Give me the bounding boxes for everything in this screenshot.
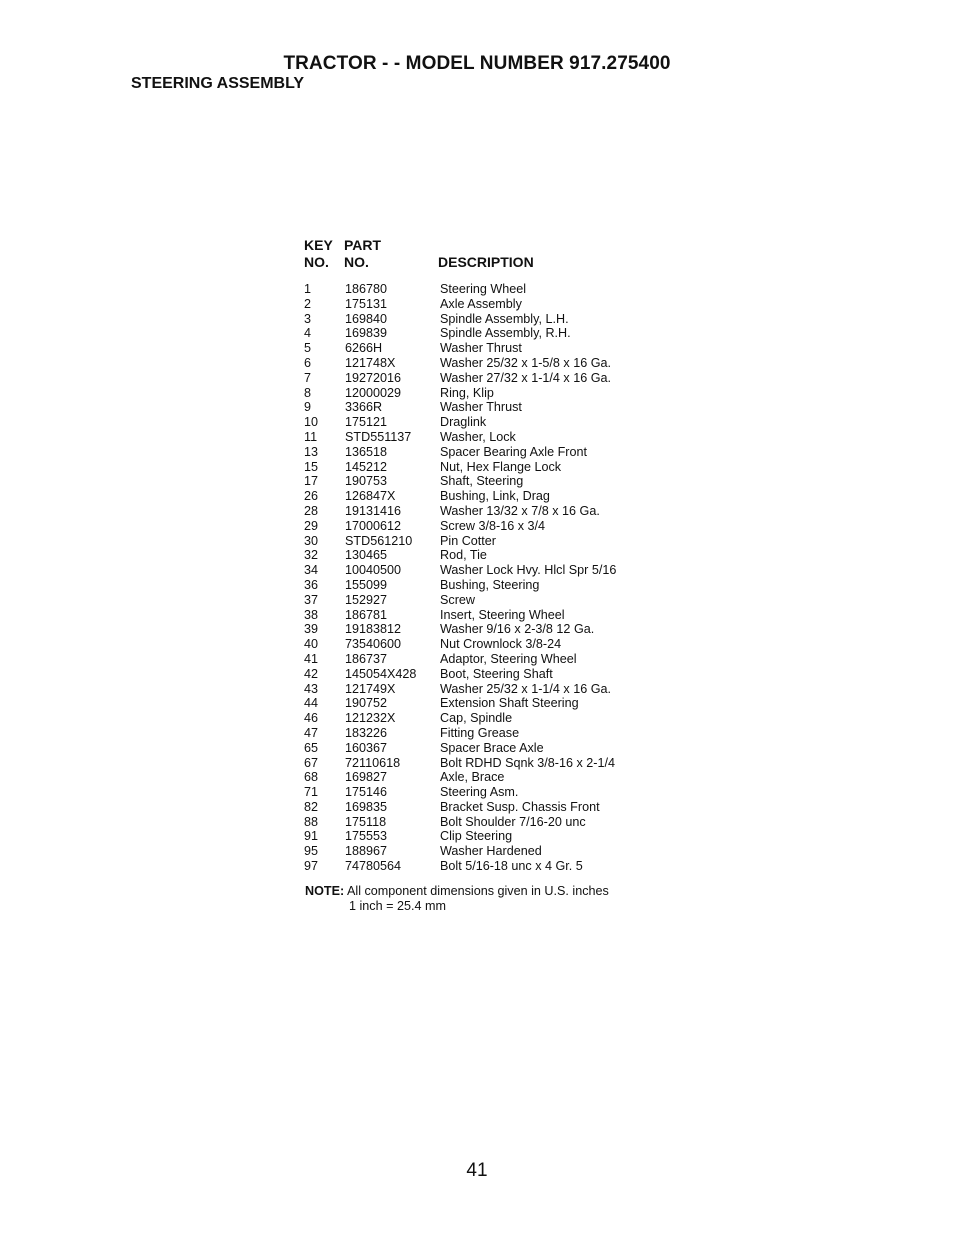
- header-key-top: KEY: [304, 237, 333, 253]
- part-row: [304, 844, 664, 859]
- page-title: TRACTOR - - MODEL NUMBER 917.275400: [283, 53, 671, 74]
- part-description: Extension Shaft Steering: [440, 696, 579, 711]
- part-row: [304, 519, 664, 534]
- part-description: Washer Thrust: [440, 341, 522, 356]
- part-description: Washer 9/16 x 2-3/8 12 Ga.: [440, 622, 595, 637]
- part-row: [304, 696, 664, 711]
- part-number: STD561210: [345, 533, 413, 548]
- key-number: 37: [304, 592, 319, 607]
- key-number: 2: [304, 296, 312, 311]
- part-row: [304, 400, 664, 415]
- part-description: Ring, Klip: [440, 385, 494, 400]
- part-row: [304, 608, 664, 623]
- note-label: NOTE:: [305, 884, 345, 898]
- part-number: 186780: [345, 282, 388, 296]
- part-description: Axle, Brace: [440, 770, 505, 785]
- part-description: Washer Hardened: [440, 844, 542, 859]
- part-description: Steering Wheel: [440, 282, 527, 296]
- section-title: STEERING ASSEMBLY: [131, 75, 305, 92]
- key-number: 3: [304, 311, 312, 326]
- key-number: 28: [304, 503, 319, 518]
- part-description: Spacer Bearing Axle Front: [440, 444, 588, 459]
- key-number: 82: [304, 799, 319, 814]
- part-number: 6266H: [345, 341, 383, 356]
- header-part-top: PART: [344, 237, 382, 253]
- part-row: [304, 460, 664, 475]
- key-number: 46: [304, 711, 319, 726]
- part-number: 188967: [345, 844, 388, 859]
- part-number: 19272016: [345, 370, 402, 385]
- part-description: Draglink: [440, 415, 487, 430]
- key-number: 10: [304, 415, 319, 430]
- part-number: 190752: [345, 696, 388, 711]
- part-row: [304, 474, 664, 489]
- part-number: 3366R: [345, 400, 383, 415]
- part-row: [304, 489, 664, 504]
- part-description: Nut Crownlock 3/8-24: [440, 637, 562, 652]
- part-row: [304, 415, 664, 430]
- part-number: 121749X: [345, 681, 396, 696]
- part-row: [304, 578, 664, 593]
- key-number: 40: [304, 637, 319, 652]
- part-row: [304, 800, 664, 815]
- part-description: Rod, Tie: [440, 548, 487, 563]
- key-number: 4: [304, 326, 312, 341]
- part-number: 19131416: [345, 503, 402, 518]
- part-row: [304, 637, 664, 652]
- part-number: 121232X: [345, 711, 396, 726]
- part-number: 19183812: [345, 622, 402, 637]
- part-row: [304, 815, 664, 830]
- header-description: DESCRIPTION: [438, 254, 534, 270]
- part-description: Bolt 5/16-18 unc x 4 Gr. 5: [440, 859, 583, 874]
- part-description: Spindle Assembly, L.H.: [440, 311, 569, 326]
- key-number: 7: [304, 370, 312, 385]
- part-description: Adaptor, Steering Wheel: [440, 651, 577, 666]
- part-number: 126847X: [345, 489, 396, 504]
- key-number: 5: [304, 341, 312, 356]
- key-number: 11: [304, 429, 318, 444]
- part-number: 175118: [345, 814, 387, 829]
- key-number: 42: [304, 666, 319, 681]
- part-row: [304, 445, 664, 460]
- part-row: [304, 504, 664, 519]
- part-number: 121748X: [345, 355, 396, 370]
- part-description: Washer 25/32 x 1-1/4 x 16 Ga.: [440, 681, 612, 696]
- key-number: 67: [304, 755, 319, 770]
- part-row: [304, 652, 664, 667]
- key-number: 39: [304, 622, 319, 637]
- part-row: [304, 667, 664, 682]
- note-conversion: 1 inch = 25.4 mm: [349, 899, 446, 913]
- part-description: Boot, Steering Shaft: [440, 666, 553, 681]
- part-row: [304, 741, 664, 756]
- part-description: Nut, Hex Flange Lock: [440, 459, 562, 474]
- part-row: [304, 726, 664, 741]
- part-description: Bushing, Steering: [440, 577, 540, 592]
- part-number: 175553: [345, 829, 388, 844]
- part-row: [304, 756, 664, 771]
- part-description: Clip Steering: [440, 829, 513, 844]
- part-description: Washer 25/32 x 1-5/8 x 16 Ga.: [440, 355, 612, 370]
- part-row: [304, 859, 664, 874]
- part-row: [304, 770, 664, 785]
- key-number: 34: [304, 563, 319, 578]
- parts-list: [304, 282, 664, 874]
- key-number: 17: [304, 474, 319, 489]
- part-number: 175121: [345, 415, 388, 430]
- part-number: 145054X428: [345, 666, 417, 681]
- part-number: 136518: [345, 444, 388, 459]
- part-row: [304, 386, 664, 401]
- key-number: 29: [304, 518, 319, 533]
- part-number: 72110618: [345, 755, 401, 770]
- part-row: [304, 593, 664, 608]
- part-number: 169827: [345, 770, 388, 785]
- key-number: 95: [304, 844, 319, 859]
- part-number: 130465: [345, 548, 388, 563]
- part-number: STD551137: [345, 429, 412, 444]
- part-description: Bolt RDHD Sqnk 3/8-16 x 2-1/4: [440, 755, 615, 770]
- part-number: 155099: [345, 577, 388, 592]
- part-number: 190753: [345, 474, 388, 489]
- part-description: Pin Cotter: [440, 533, 496, 548]
- part-row: [304, 563, 664, 578]
- key-number: 91: [304, 829, 319, 844]
- key-number: 65: [304, 740, 319, 755]
- part-number: 10040500: [345, 563, 402, 578]
- part-number: 74780564: [345, 859, 402, 874]
- key-number: 6: [304, 355, 312, 370]
- header-part-bottom: NO.: [344, 254, 369, 270]
- key-number: 32: [304, 548, 319, 563]
- part-number: 73540600: [345, 637, 402, 652]
- part-description: Washer 27/32 x 1-1/4 x 16 Ga.: [440, 370, 612, 385]
- part-row: [304, 534, 664, 549]
- part-number: 152927: [345, 592, 388, 607]
- part-row: [304, 312, 664, 327]
- key-number: 13: [304, 444, 319, 459]
- key-number: 43: [304, 681, 319, 696]
- part-description: Spacer Brace Axle: [440, 740, 544, 755]
- part-number: 175146: [345, 785, 388, 800]
- part-row: [304, 829, 664, 844]
- header-key-bottom: NO.: [304, 254, 329, 270]
- part-row: [304, 326, 664, 341]
- part-row: [304, 548, 664, 563]
- part-row: [304, 711, 664, 726]
- part-description: Axle Assembly: [440, 296, 522, 311]
- key-number: 8: [304, 385, 312, 400]
- part-description: Washer Lock Hvy. Hlcl Spr 5/16: [440, 563, 617, 578]
- key-number: 97: [304, 859, 319, 874]
- part-description: Spindle Assembly, R.H.: [440, 326, 571, 341]
- part-number: 169839: [345, 326, 388, 341]
- part-number: 145212: [345, 459, 388, 474]
- part-number: 17000612: [345, 518, 402, 533]
- part-description: Fitting Grease: [440, 725, 520, 740]
- part-description: Screw 3/8-16 x 3/4: [440, 518, 545, 533]
- page-number: 41: [466, 1160, 488, 1181]
- note-text: All component dimensions given in U.S. inches: [347, 884, 609, 898]
- part-row: [304, 430, 664, 445]
- note: [305, 884, 609, 899]
- part-row: [304, 356, 664, 371]
- part-description: Washer Thrust: [440, 400, 522, 415]
- part-description: Washer 13/32 x 7/8 x 16 Ga.: [440, 503, 600, 518]
- part-row: [304, 282, 664, 297]
- key-number: 38: [304, 607, 319, 622]
- part-number: 186737: [345, 651, 388, 666]
- part-row: [304, 297, 664, 312]
- key-number: 30: [304, 533, 319, 548]
- part-description: Washer, Lock: [440, 429, 516, 444]
- part-number: 12000029: [345, 385, 402, 400]
- key-number: 71: [304, 785, 319, 800]
- key-number: 47: [304, 725, 319, 740]
- key-number: 68: [304, 770, 319, 785]
- part-number: 175131: [345, 296, 388, 311]
- part-description: Screw: [440, 592, 475, 607]
- part-number: 160367: [345, 740, 388, 755]
- key-number: 9: [304, 400, 312, 415]
- part-description: Bolt Shoulder 7/16-20 unc: [440, 814, 586, 829]
- key-number: 36: [304, 577, 319, 592]
- key-number: 26: [304, 489, 319, 504]
- key-number: 1: [304, 282, 312, 296]
- part-row: [304, 622, 664, 637]
- part-description: Cap, Spindle: [440, 711, 513, 726]
- key-number: 41: [304, 651, 319, 666]
- key-number: 15: [304, 459, 319, 474]
- part-description: Shaft, Steering: [440, 474, 524, 489]
- part-description: Steering Asm.: [440, 785, 519, 800]
- part-number: 169835: [345, 799, 388, 814]
- key-number: 88: [304, 814, 319, 829]
- part-number: 169840: [345, 311, 388, 326]
- part-number: 183226: [345, 725, 388, 740]
- part-row: [304, 682, 664, 697]
- part-description: Insert, Steering Wheel: [440, 607, 565, 622]
- part-row: [304, 785, 664, 800]
- part-row: [304, 371, 664, 386]
- part-description: Bracket Susp. Chassis Front: [440, 799, 600, 814]
- part-description: Bushing, Link, Drag: [440, 489, 550, 504]
- part-row: [304, 341, 664, 356]
- part-number: 186781: [345, 607, 388, 622]
- key-number: 44: [304, 696, 319, 711]
